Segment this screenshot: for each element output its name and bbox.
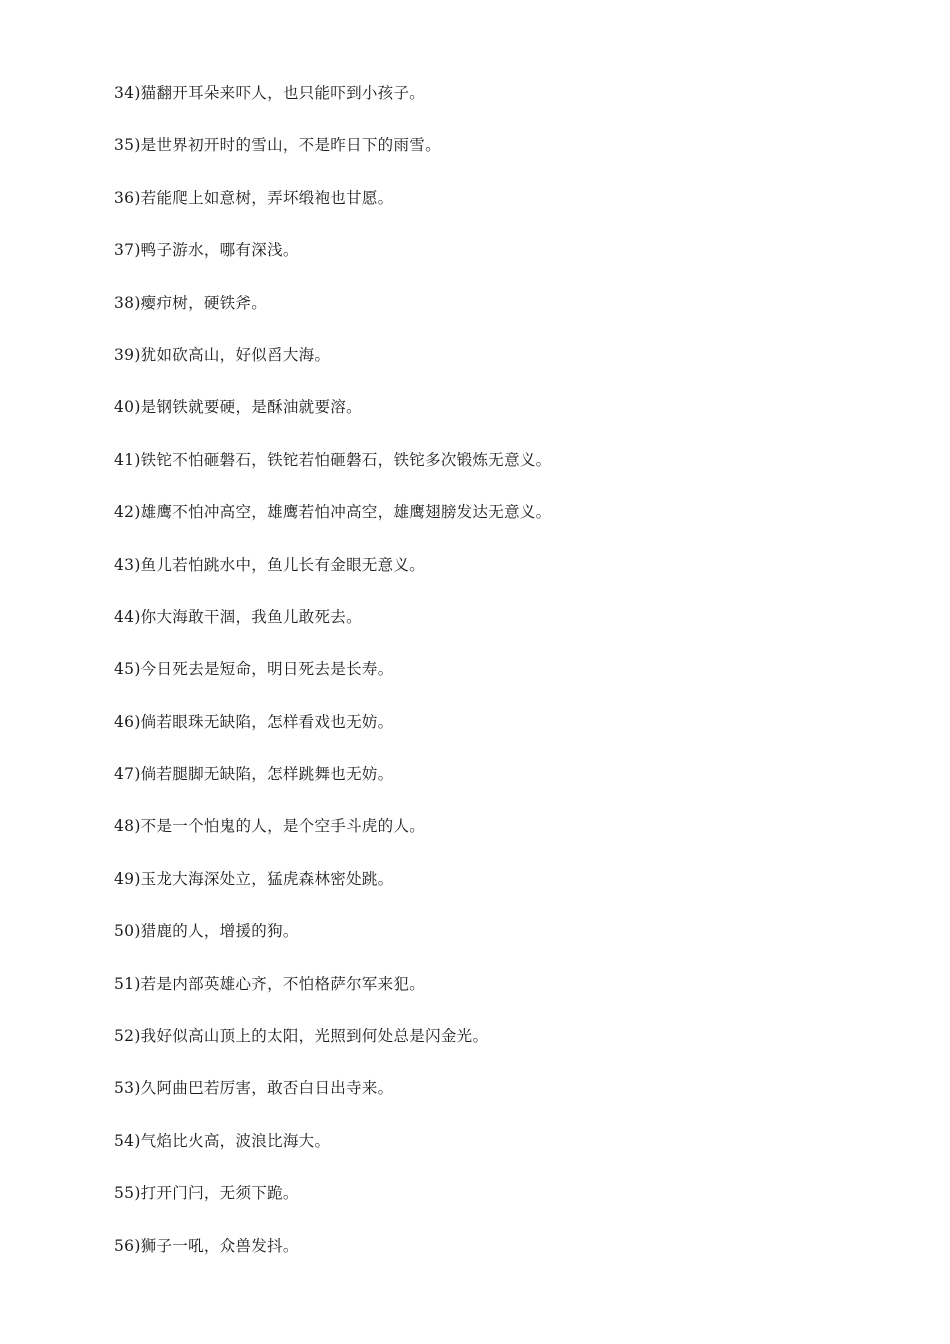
list-item: 41)铁铊不怕砸磐石，铁铊若怕砸磐石，铁铊多次锻炼无意义。: [114, 450, 552, 469]
list-item: 50)猎鹿的人，增援的狗。: [114, 922, 299, 941]
list-item: 46)倘若眼珠无缺陷，怎样看戏也无妨。: [114, 712, 394, 731]
list-item: 37)鸭子游水，哪有深浅。: [114, 241, 299, 260]
list-item: 55)打开门闩，无须下跪。: [114, 1184, 299, 1203]
list-item: 43)鱼儿若怕跳水中，鱼儿长有金眼无意义。: [114, 555, 426, 574]
list-item: 45)今日死去是短命，明日死去是长寿。: [114, 660, 394, 679]
list-item: 51)若是内部英雄心齐，不怕格萨尔军来犯。: [114, 974, 426, 993]
list-item: 40)是钢铁就要硬，是酥油就要溶。: [114, 398, 362, 417]
list-item: 49)玉龙大海深处立，猛虎森林密处跳。: [114, 869, 394, 888]
list-item: 52)我好似高山顶上的太阳，光照到何处总是闪金光。: [114, 1027, 489, 1046]
list-item: 47)倘若腿脚无缺陷，怎样跳舞也无妨。: [114, 765, 394, 784]
list-item: 38)瘿疖树，硬铁斧。: [114, 293, 268, 312]
list-item: 53)久阿曲巴若厉害，敢否白日出寺来。: [114, 1079, 394, 1098]
list-item: 34)猫翻开耳朵来吓人，也只能吓到小孩子。: [114, 84, 426, 102]
list-item: 48)不是一个怕鬼的人，是个空手斗虎的人。: [114, 817, 426, 836]
list-item: 56)狮子一吼，众兽发抖。: [114, 1236, 299, 1255]
list-item: 36)若能爬上如意树，弄坏缎袍也甘愿。: [114, 188, 394, 207]
list-item: 39)犹如砍高山，好似舀大海。: [114, 345, 331, 364]
list-item: 44)你大海敢干涸，我鱼儿敢死去。: [114, 607, 362, 626]
list-item: 42)雄鹰不怕冲高空，雄鹰若怕冲高空，雄鹰翅膀发达无意义。: [114, 503, 552, 522]
proverb-list: [114, 80, 874, 1285]
list-item: 54)气焰比火高，波浪比海大。: [114, 1131, 331, 1150]
list-item: 35)是世界初开时的雪山，不是昨日下的雨雪。: [114, 136, 441, 155]
